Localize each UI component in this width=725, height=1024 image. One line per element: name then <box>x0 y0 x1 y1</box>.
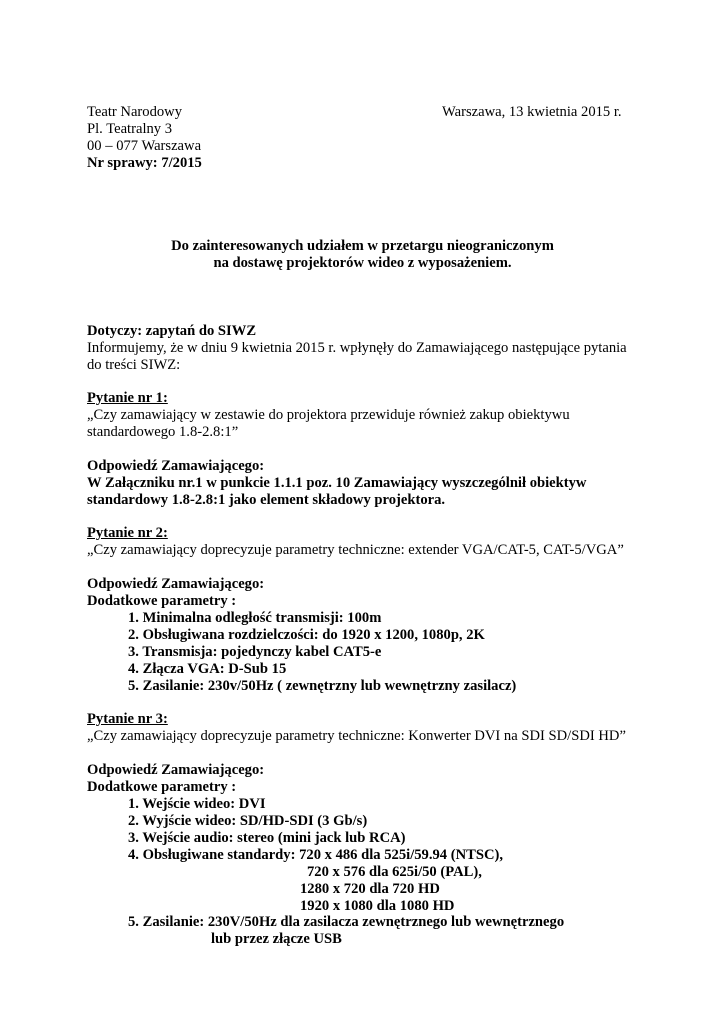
org-street: Pl. Teatralny 3 <box>87 121 173 137</box>
title-line-1: Do zainteresowanych udziałem w przetargu nieograniczonym <box>171 238 554 254</box>
title-line-2: na dostawę projektorów wideo z wyposażeniem. <box>213 255 512 271</box>
answer-2-item: 2. Obsługiwana rozdzielczości: do 1920 x 1200, 1080p, 2K <box>128 627 485 643</box>
intro-line-2: do treści SIWZ: <box>87 357 181 373</box>
question-2-text: „Czy zamawiający doprecyzuje parametry techniczne: extender VGA/CAT-5, CAT-5/VGA” <box>87 542 624 558</box>
answer-3-item: 4. Obsługiwane standardy: 720 x 486 dla 525i/59.94 (NTSC), <box>128 847 504 863</box>
answer-3-standard-line: 720 x 576 dla 625i/50 (PAL), <box>307 864 482 880</box>
answer-1-line-1: W Załączniku nr.1 w punkcie 1.1.1 poz. 10 Zamawiający wyszczególnił obiektyw <box>87 475 587 491</box>
question-1-text-line-1: „Czy zamawiający w zestawie do projektora przewiduje również zakup obiektywu <box>87 407 570 423</box>
answer-2-item: 3. Transmisja: pojedynczy kabel CAT5-e <box>128 644 382 660</box>
question-2-heading: Pytanie nr 2: <box>87 525 168 541</box>
answer-3-item: 5. Zasilanie: 230V/50Hz dla zasilacza zewnętrznego lub wewnętrznego <box>128 914 565 930</box>
answer-3-item: 1. Wejście wideo: DVI <box>128 796 266 812</box>
question-3-heading: Pytanie nr 3: <box>87 711 168 727</box>
answer-1-heading: Odpowiedź Zamawiającego: <box>87 458 265 474</box>
answer-3-item: 2. Wyjście wideo: SD/HD-SDI (3 Gb/s) <box>128 813 368 829</box>
place-date: Warszawa, 13 kwietnia 2015 r. <box>442 104 622 120</box>
answer-3-standard-line: 1920 x 1080 dla 1080 HD <box>300 898 455 914</box>
org-name: Teatr Narodowy <box>87 104 183 120</box>
org-city: 00 – 077 Warszawa <box>87 138 202 154</box>
question-1-text-line-2: standardowego 1.8-2.8:1” <box>87 424 239 440</box>
case-number: Nr sprawy: 7/2015 <box>87 155 202 171</box>
answer-3-item-continuation: lub przez złącze USB <box>211 931 342 947</box>
answer-3-standard-line: 1280 x 720 dla 720 HD <box>300 881 440 897</box>
question-3-text: „Czy zamawiający doprecyzuje parametry techniczne: Konwerter DVI na SDI SD/SDI HD” <box>87 728 626 744</box>
answer-2-item: 1. Minimalna odległość transmisji: 100m <box>128 610 382 626</box>
answer-3-heading: Odpowiedź Zamawiającego: <box>87 762 265 778</box>
answer-2-item: 5. Zasilanie: 230v/50Hz ( zewnętrzny lub wewnętrzny zasilacz) <box>128 678 517 694</box>
answer-2-params-heading: Dodatkowe parametry : <box>87 593 237 609</box>
answer-3-item: 3. Wejście audio: stereo (mini jack lub RCA) <box>128 830 406 846</box>
answer-2-item: 4. Złącza VGA: D-Sub 15 <box>128 661 287 677</box>
intro-line-1: Informujemy, że w dniu 9 kwietnia 2015 r. wpłynęły do Zamawiającego następujące pytania <box>87 340 627 356</box>
question-1-heading: Pytanie nr 1: <box>87 390 168 406</box>
subject-line: Dotyczy: zapytań do SIWZ <box>87 323 257 339</box>
answer-3-params-heading: Dodatkowe parametry : <box>87 779 237 795</box>
answer-2-heading: Odpowiedź Zamawiającego: <box>87 576 265 592</box>
answer-1-line-2: standardowy 1.8-2.8:1 jako element składowy projektora. <box>87 492 446 508</box>
